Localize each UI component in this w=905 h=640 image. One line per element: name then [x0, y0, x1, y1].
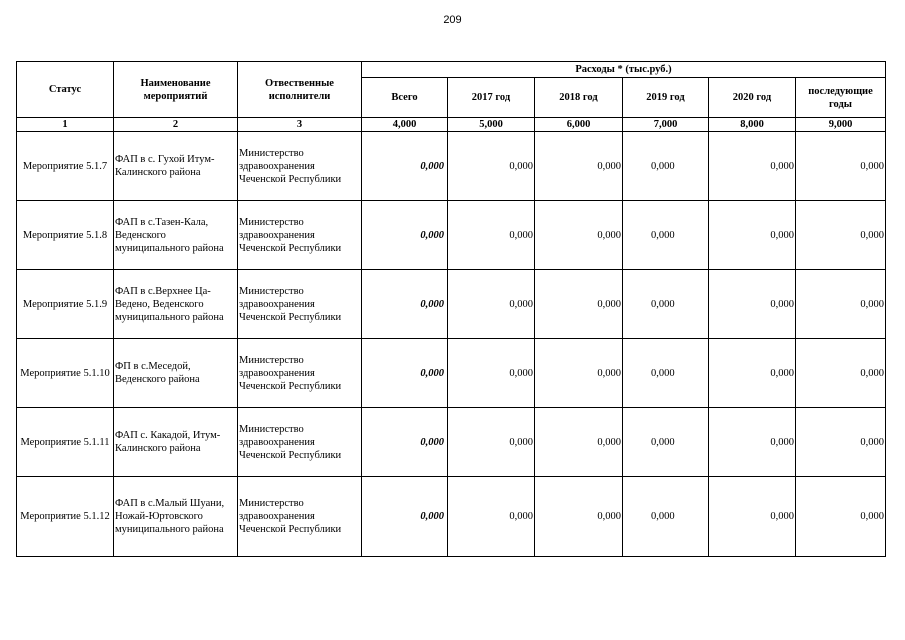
- value-2019-cell: 0,000: [623, 132, 709, 201]
- value-subsequent-cell: 0,000: [796, 477, 886, 557]
- page-number: 209: [443, 14, 462, 26]
- status-cell: Мероприятие 5.1.9: [17, 270, 114, 339]
- status-cell: Мероприятие 5.1.10: [17, 339, 114, 408]
- value-2017-cell: 0,000: [448, 132, 535, 201]
- total-cell: 0,000: [362, 477, 448, 557]
- value-2017-cell: 0,000: [448, 477, 535, 557]
- header-2018: 2018 год: [535, 78, 623, 118]
- value-subsequent-cell: 0,000: [796, 201, 886, 270]
- table-row: [17, 132, 886, 201]
- value-2018-cell: 0,000: [535, 477, 623, 557]
- header-2019: 2019 год: [623, 78, 709, 118]
- value-2017-cell: 0,000: [448, 270, 535, 339]
- value-2020-cell: 0,000: [709, 408, 796, 477]
- column-number: 6,000: [535, 118, 623, 132]
- event-name-cell: ФП в с.Меседой, Веденского района: [114, 339, 238, 408]
- table-row: [17, 270, 886, 339]
- value-2017-cell: 0,000: [448, 408, 535, 477]
- total-cell: 0,000: [362, 339, 448, 408]
- value-2020-cell: 0,000: [709, 477, 796, 557]
- event-name-cell: ФАП в с.Тазен-Кала, Веденского муниципального района: [114, 201, 238, 270]
- event-name-cell: ФАП в с.Верхнее Ца-Ведено, Веденского муниципального района: [114, 270, 238, 339]
- total-cell: 0,000: [362, 408, 448, 477]
- column-number: 7,000: [623, 118, 709, 132]
- header-executors: Отвественные исполнители: [238, 62, 362, 118]
- value-subsequent-cell: 0,000: [796, 132, 886, 201]
- header-2017: 2017 год: [448, 78, 535, 118]
- value-2018-cell: 0,000: [535, 339, 623, 408]
- header-expenses: Расходы * (тыс.руб.): [362, 62, 886, 78]
- header-status: Статус: [17, 62, 114, 118]
- value-2020-cell: 0,000: [709, 270, 796, 339]
- value-2020-cell: 0,000: [709, 201, 796, 270]
- executor-cell: Министерство здравоохранения Чеченской Республики: [238, 132, 362, 201]
- value-subsequent-cell: 0,000: [796, 339, 886, 408]
- event-name-cell: ФАП с. Какадой, Итум-Калинского района: [114, 408, 238, 477]
- value-2018-cell: 0,000: [535, 408, 623, 477]
- column-number: 5,000: [448, 118, 535, 132]
- value-subsequent-cell: 0,000: [796, 408, 886, 477]
- value-2019-cell: 0,000: [623, 408, 709, 477]
- value-2017-cell: 0,000: [448, 339, 535, 408]
- column-number: 1: [17, 118, 114, 132]
- status-cell: Мероприятие 5.1.11: [17, 408, 114, 477]
- executor-cell: Министерство здравоохранения Чеченской Республики: [238, 477, 362, 557]
- status-cell: Мероприятие 5.1.7: [17, 132, 114, 201]
- value-2020-cell: 0,000: [709, 132, 796, 201]
- event-name-cell: ФАП в с. Гухой Итум-Калинского района: [114, 132, 238, 201]
- header-total: Всего: [362, 78, 448, 118]
- value-2019-cell: 0,000: [623, 477, 709, 557]
- table-row: [17, 408, 886, 477]
- executor-cell: Министерство здравоохранения Чеченской Республики: [238, 270, 362, 339]
- value-subsequent-cell: 0,000: [796, 270, 886, 339]
- value-2017-cell: 0,000: [448, 201, 535, 270]
- column-number: 4,000: [362, 118, 448, 132]
- status-cell: Мероприятие 5.1.12: [17, 477, 114, 557]
- table-row: [17, 477, 886, 557]
- table-row: [17, 339, 886, 408]
- column-number: 2: [114, 118, 238, 132]
- value-2019-cell: 0,000: [623, 339, 709, 408]
- total-cell: 0,000: [362, 201, 448, 270]
- total-cell: 0,000: [362, 270, 448, 339]
- column-number: 8,000: [709, 118, 796, 132]
- column-number: 3: [238, 118, 362, 132]
- executor-cell: Министерство здравоохранения Чеченской Республики: [238, 408, 362, 477]
- executor-cell: Министерство здравоохранения Чеченской Республики: [238, 339, 362, 408]
- header-name: Наименование мероприятий: [114, 62, 238, 118]
- value-2019-cell: 0,000: [623, 270, 709, 339]
- value-2018-cell: 0,000: [535, 132, 623, 201]
- value-2018-cell: 0,000: [535, 201, 623, 270]
- total-cell: 0,000: [362, 132, 448, 201]
- value-2018-cell: 0,000: [535, 270, 623, 339]
- column-number: 9,000: [796, 118, 886, 132]
- value-2019-cell: 0,000: [623, 201, 709, 270]
- header-2020: 2020 год: [709, 78, 796, 118]
- expenses-table: [16, 61, 886, 557]
- status-cell: Мероприятие 5.1.8: [17, 201, 114, 270]
- executor-cell: Министерство здравоохранения Чеченской Республики: [238, 201, 362, 270]
- value-2020-cell: 0,000: [709, 339, 796, 408]
- header-subsequent: последующие годы: [796, 78, 886, 118]
- event-name-cell: ФАП в с.Малый Шуани, Ножай-Юртовского муниципального района: [114, 477, 238, 557]
- table-row: [17, 201, 886, 270]
